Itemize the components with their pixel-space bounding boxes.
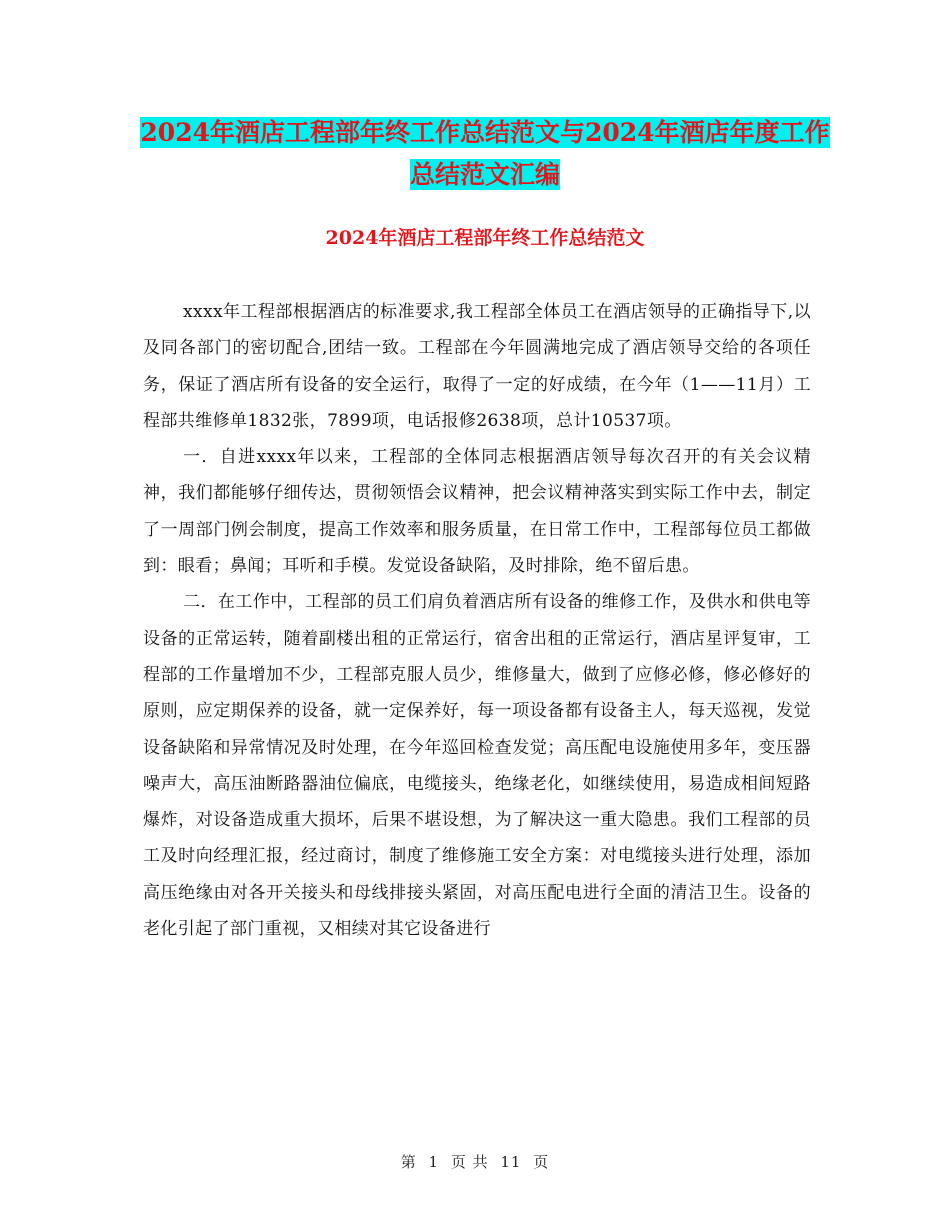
paragraph-one: 一．自进xxxx年以来，工程部的全体同志根据酒店领导每次召开的有关会议精神，我们都能够仔细传达，贯彻领悟会议精神，把会议精神落实到实际工作中去，制定了一周部门例会制度，提高工作效率和服务质量，在日常工作中，工程部每位员工都做到：眼看；鼻闻；耳听和手模。发觉设备缺陷，及时排除，绝不留后患。 — [143, 447, 811, 577]
document-title — [140, 112, 830, 196]
footer-page-number: 1 — [428, 1153, 440, 1171]
document-body — [143, 294, 811, 947]
footer-suffix: 页 — [533, 1153, 550, 1171]
document-title-text: 2024年酒店工程部年终工作总结范文与2024年酒店年度工作总结范文汇编 — [140, 118, 830, 189]
section-title: 2024年酒店工程部年终工作总结范文 — [325, 227, 645, 249]
paragraph-intro: xxxx年工程部根据酒店的标准要求,我工程部全体员工在酒店领导的正确指导下,以及同各部门的密切配合,团结一致。工程部在今年圆满地完成了酒店领导交给的各项任务，保证了酒店所有设备的安全运行，取得了一定的好成绩，在今年（1——11月）工程部共维修单1832张，7899项，电话报修2638项，总计10537项。 — [143, 302, 811, 431]
paragraph-two: 二．在工作中，工程部的员工们肩负着酒店所有设备的维修工作，及供水和供电等设备的正常运转，随着副楼出租的正常运行，宿舍出租的正常运行，酒店星评复审，工程部的工作量增加不少，工程部克服人员少，维修量大，做到了应修必修，修必修好的原则，应定期保养的设备，就一定保养好，每一项设备都有设备主人，每天巡视，发觉设备缺陷和异常情况及时处理，在今年巡回检查发觉；高压配电设施使用多年，变压器噪声大，高压油断路器油位偏底，电缆接头，绝缘老化，如继续使用，易造成相间短路爆炸，对设备造成重大损坏，后果不堪设想，为了解决这一重大隐患。我们工程部的员工及时向经理汇报，经过商讨，制度了维修施工安全方案：对电缆接头进行处理，添加高压绝缘由对各开关接头和母线排接头紧固，对高压配电进行全面的清洁卫生。设备的老化引起了部门重视，又相续对其它设备进行 — [143, 592, 811, 940]
page-footer — [0, 1152, 950, 1172]
footer-prefix: 第 — [400, 1153, 417, 1171]
footer-middle: 页 共 — [450, 1153, 489, 1171]
footer-total-pages: 11 — [500, 1153, 522, 1171]
